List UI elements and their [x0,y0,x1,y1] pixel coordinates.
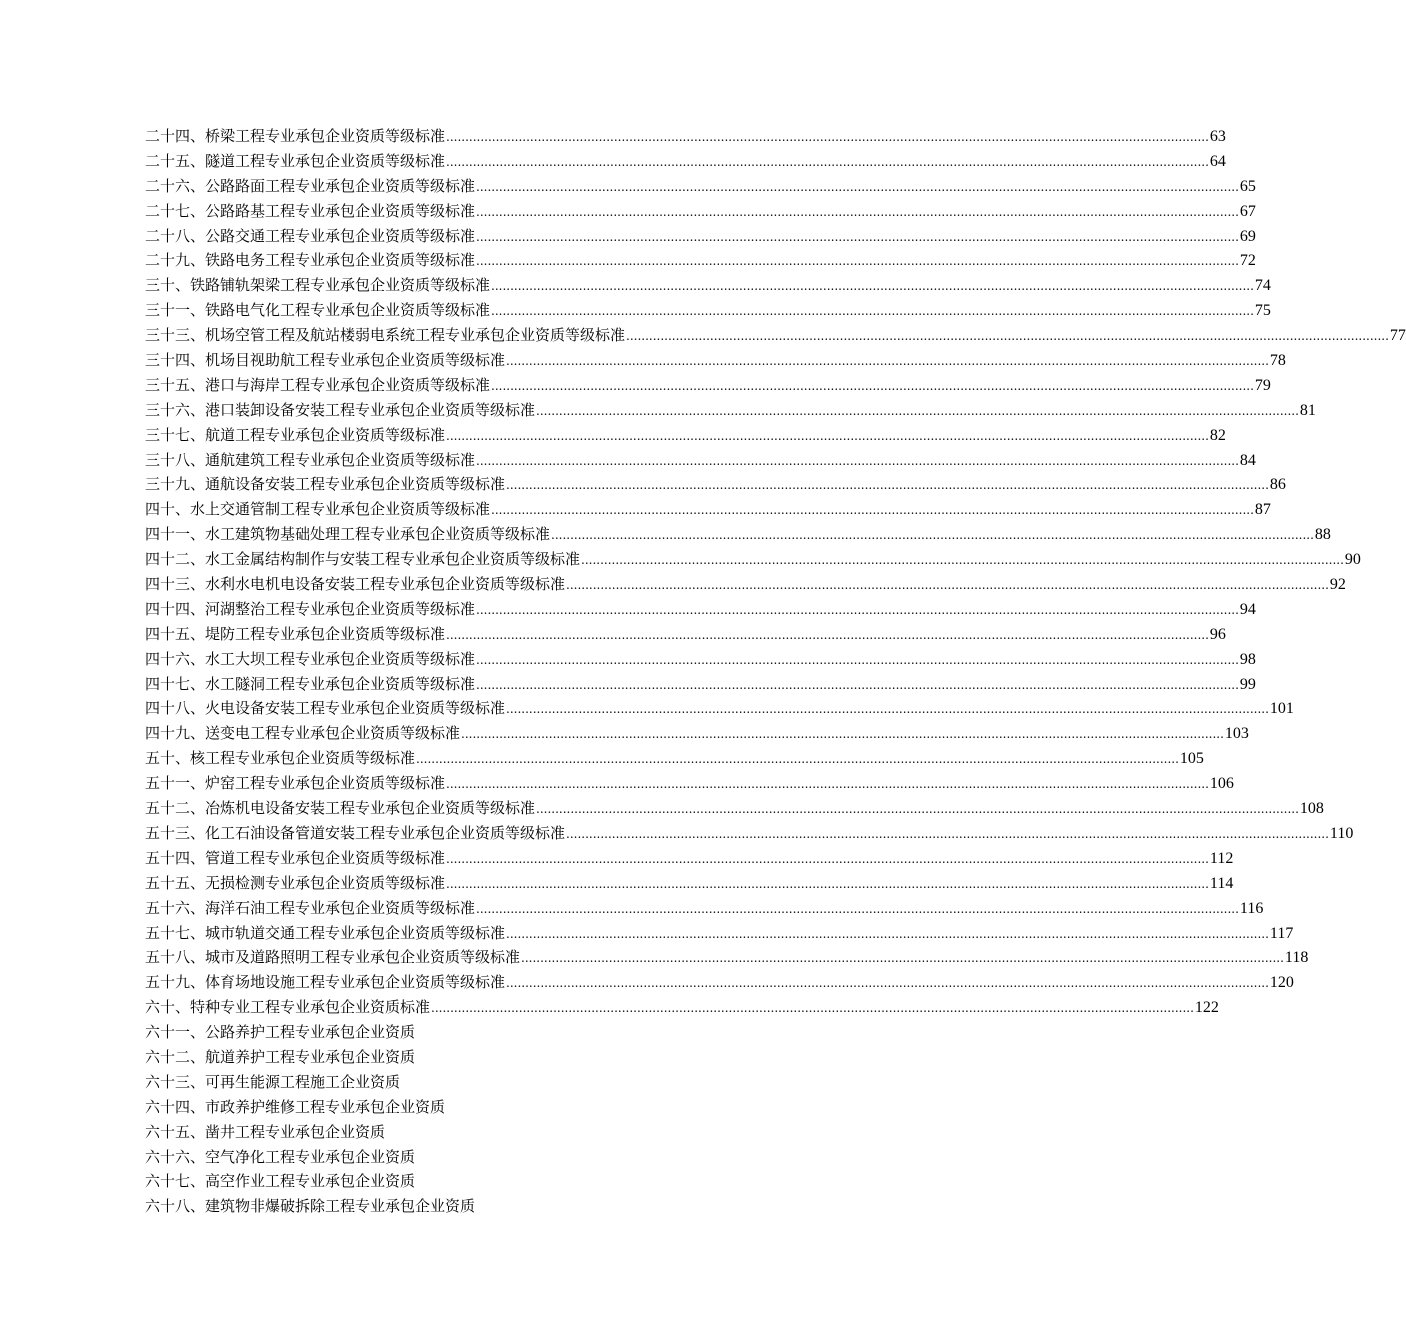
toc-entry-title: 六十一、公路养护工程专业承包企业资质 [145,1023,416,1042]
toc-leader-dots: ........................................................................................................................................................................................................ [491,378,1254,393]
toc-leader-dots: ........................................................................................................................................................................................................ [416,752,1179,767]
toc-entry-title: 六十七、高空作业工程专业承包企业资质 [145,1172,416,1191]
toc-entry-title: 六十三、可再生能源工程施工企业资质 [145,1072,401,1091]
toc-entry[interactable] [145,896,1264,921]
toc-entry-page-number: 86 [1269,476,1286,494]
toc-entry-title: 二十七、公路路基工程专业承包企业资质等级标准 [145,201,476,220]
toc-leader-dots: ........................................................................................................................................................................................................ [506,478,1269,493]
toc-leader-dots: ........................................................................................................................................................................................................ [476,204,1239,219]
toc-leader-dots: ........................................................................................................................................................................................................ [566,826,1329,841]
toc-entry-title: 三十三、机场空管工程及航站楼弱电系统工程专业承包企业资质等级标准 [145,326,626,345]
toc-entry-page-number: 82 [1209,426,1226,444]
toc-entry-title: 四十二、水工金属结构制作与安装工程专业承包企业资质等级标准 [145,550,581,569]
toc-entry[interactable] [145,348,1286,373]
toc-entry-title: 五十八、城市及道路照明工程专业承包企业资质等级标准 [145,948,521,967]
toc-leader-dots: ........................................................................................................................................................................................................ [476,179,1239,194]
toc-entry-title: 六十四、市政养护维修工程专业承包企业资质 [145,1097,446,1116]
toc-entry-page-number: 112 [1209,849,1234,867]
toc-entry-title: 四十、水上交通管制工程专业承包企业资质等级标准 [145,500,491,519]
toc-leader-dots: ........................................................................................................................................................................................................ [446,876,1209,891]
toc-entry-title: 三十五、港口与海岸工程专业承包企业资质等级标准 [145,375,491,394]
toc-entry-title: 三十九、通航设备安装工程专业承包企业资质等级标准 [145,475,506,494]
toc-entry[interactable] [145,746,1204,771]
toc-entry[interactable] [145,1169,807,1194]
toc-entry-page-number: 92 [1329,576,1346,594]
toc-entry[interactable] [145,547,1361,572]
toc-leader-dots: ........................................................................................................................................................................................................ [506,702,1269,717]
toc-entry[interactable] [145,248,1256,273]
toc-entry[interactable] [145,472,1286,497]
toc-entry-page-number: 117 [1269,924,1294,942]
toc-entry-page-number: 98 [1239,650,1256,668]
toc-entry[interactable] [145,199,1256,224]
toc-entry-page-number: 88 [1314,526,1331,544]
toc-entry-title: 三十、铁路铺轨架梁工程专业承包企业资质等级标准 [145,276,491,295]
toc-entry-page-number: 103 [1224,725,1249,743]
toc-entry[interactable] [145,647,1256,672]
toc-leader-dots: ........................................................................................................................................................................................................ [446,851,1209,866]
toc-entry[interactable] [145,1045,807,1070]
toc-entry-title: 四十六、水工大坝工程专业承包企业资质等级标准 [145,649,476,668]
toc-entry-page-number: 101 [1269,700,1294,718]
toc-entry-page-number: 67 [1239,202,1256,220]
toc-entry[interactable] [145,522,1331,547]
toc-leader-dots: ........................................................................................................................................................................................................ [476,652,1239,667]
toc-entry[interactable] [145,373,1271,398]
toc-leader-dots: ........................................................................................................................................................................................................ [446,777,1209,792]
toc-entry-page-number: 118 [1284,949,1309,967]
toc-leader-dots: ........................................................................................................................................................................................................ [476,677,1239,692]
toc-entry-page-number: 110 [1329,824,1354,842]
toc-entry-page-number: 116 [1239,899,1264,917]
toc-entry[interactable] [145,497,1271,522]
toc-entry[interactable] [145,970,1294,995]
toc-entry[interactable] [145,796,1324,821]
toc-entry-page-number: 79 [1254,376,1271,394]
toc-entry-title: 四十五、堤防工程专业承包企业资质等级标准 [145,624,446,643]
toc-leader-dots: ........................................................................................................................................................................................................ [491,503,1254,518]
toc-entry[interactable] [145,572,1346,597]
toc-entry-title: 二十五、隧道工程专业承包企业资质等级标准 [145,151,446,170]
toc-entry-page-number: 72 [1239,252,1256,270]
toc-entry-title: 五十六、海洋石油工程专业承包企业资质等级标准 [145,898,476,917]
toc-entry-title: 五十九、体育场地设施工程专业承包企业资质等级标准 [145,973,506,992]
toc-entry-title: 五十三、化工石油设备管道安装工程专业承包企业资质等级标准 [145,823,566,842]
toc-entry-title: 五十一、炉窑工程专业承包企业资质等级标准 [145,774,446,793]
toc-entry[interactable] [145,398,1316,423]
toc-leader-dots: ........................................................................................................................................................................................................ [476,901,1239,916]
toc-entry-title: 四十三、水利水电机电设备安装工程专业承包企业资质等级标准 [145,575,566,594]
toc-leader-dots: ........................................................................................................................................................................................................ [446,130,1209,144]
toc-leader-dots: ........................................................................................................................................................................................................ [506,976,1269,991]
toc-entry-page-number: 77 [1389,327,1406,345]
toc-entry-page-number: 114 [1209,874,1234,892]
toc-entry[interactable] [145,448,1256,473]
toc-entry-page-number: 120 [1269,974,1294,992]
toc-entry-page-number: 65 [1239,177,1256,195]
toc-entry[interactable] [145,921,1294,946]
toc-entry-title: 二十六、公路路面工程专业承包企业资质等级标准 [145,176,476,195]
toc-entry-title: 三十六、港口装卸设备安装工程专业承包企业资质等级标准 [145,400,536,419]
toc-leader-dots: ........................................................................................................................................................................................................ [446,154,1209,169]
toc-entry-page-number: 64 [1209,152,1226,170]
toc-entry-title: 五十四、管道工程专业承包企业资质等级标准 [145,848,446,867]
toc-entry[interactable] [145,945,1309,970]
toc-leader-dots: ........................................................................................................................................................................................................ [551,528,1314,543]
toc-entry-page-number: 87 [1254,501,1271,519]
toc-entry-title: 五十二、冶炼机电设备安装工程专业承包企业资质等级标准 [145,799,536,818]
toc-entry[interactable] [145,721,1249,746]
toc-leader-dots: ........................................................................................................................................................................................................ [491,304,1254,319]
toc-entry[interactable] [145,1120,807,1145]
toc-leader-dots: ........................................................................................................................................................................................................ [506,926,1269,941]
toc-entry-title: 六十五、凿井工程专业承包企业资质 [145,1122,386,1141]
toc-entry-title: 二十九、铁路电务工程专业承包企业资质等级标准 [145,251,476,270]
toc-entry[interactable] [145,871,1234,896]
toc-entry-title: 六十六、空气净化工程专业承包企业资质 [145,1147,416,1166]
toc-entry-title: 四十八、火电设备安装工程专业承包企业资质等级标准 [145,699,506,718]
toc-leader-dots: ........................................................................................................................................................................................................ [446,428,1209,443]
toc-entry-title: 三十八、通航建筑工程专业承包企业资质等级标准 [145,450,476,469]
toc-entry[interactable] [145,1020,807,1045]
toc-entry-title: 二十八、公路交通工程专业承包企业资质等级标准 [145,226,476,245]
toc-entry-title: 三十七、航道工程专业承包企业资质等级标准 [145,425,446,444]
toc-entry-page-number: 74 [1254,277,1271,295]
toc-entry-page-number: 84 [1239,451,1256,469]
toc-entry[interactable] [145,696,1294,721]
toc-entry-page-number: 96 [1209,625,1226,643]
toc-leader-dots: ........................................................................................................................................................................................................ [536,802,1299,817]
toc-entry-page-number: 122 [1194,999,1219,1017]
toc-entry[interactable] [145,224,1256,249]
toc-entry[interactable] [145,1070,807,1095]
toc-entry-page-number: 94 [1239,600,1256,618]
toc-leader-dots: ........................................................................................................................................................................................................ [446,627,1209,642]
toc-entry-title: 六十二、航道养护工程专业承包企业资质 [145,1047,416,1066]
toc-entry-title: 三十一、铁路电气化工程专业承包企业资质等级标准 [145,301,491,320]
toc-leader-dots: ........................................................................................................................................................................................................ [476,229,1239,244]
toc-entry-title: 五十、核工程专业承包企业资质等级标准 [145,749,416,768]
toc-entry[interactable] [145,622,1226,647]
toc-entry[interactable] [145,597,1256,622]
toc-entry[interactable] [145,298,1271,323]
toc-leader-dots: ........................................................................................................................................................................................................ [431,1001,1194,1016]
toc-entry-title: 四十四、河湖整治工程专业承包企业资质等级标准 [145,599,476,618]
toc-entry[interactable] [145,1095,807,1120]
toc-entry[interactable] [145,995,1219,1020]
toc-entry-title: 二十四、桥梁工程专业承包企业资质等级标准 [145,127,446,145]
toc-entry[interactable] [145,1145,807,1170]
toc-entry-title: 四十一、水工建筑物基础处理工程专业承包企业资质等级标准 [145,525,551,544]
toc-leader-dots: ........................................................................................................................................................................................................ [581,553,1344,568]
toc-entry-page-number: 69 [1239,227,1256,245]
toc-entry[interactable] [145,672,1256,697]
toc-entry-page-number: 90 [1344,551,1361,569]
toc-entry[interactable] [145,323,1406,348]
toc-leader-dots: ........................................................................................................................................................................................................ [476,254,1239,269]
toc-leader-dots: ........................................................................................................................................................................................................ [536,403,1299,418]
toc-leader-dots: ........................................................................................................................................................................................................ [626,329,1389,344]
toc-leader-dots: ........................................................................................................................................................................................................ [476,453,1239,468]
toc-leader-dots: ........................................................................................................................................................................................................ [491,279,1254,294]
toc-entry[interactable] [145,821,1354,846]
toc-entry[interactable] [145,771,1234,796]
toc-entry-page-number: 81 [1299,401,1316,419]
toc-leader-dots: ........................................................................................................................................................................................................ [521,951,1284,966]
toc-entry-title: 五十五、无损检测专业承包企业资质等级标准 [145,873,446,892]
toc-leader-dots: ........................................................................................................................................................................................................ [506,354,1269,369]
toc-entry-page-number: 75 [1254,302,1271,320]
toc-entry-page-number: 99 [1239,675,1256,693]
toc-entry[interactable] [145,846,1234,871]
toc-entry-title: 三十四、机场目视助航工程专业承包企业资质等级标准 [145,351,506,370]
toc-entry-title: 六十八、建筑物非爆破拆除工程专业承包企业资质 [145,1197,476,1216]
toc-entry[interactable] [145,174,1256,199]
toc-entry-title: 四十七、水工隧洞工程专业承包企业资质等级标准 [145,674,476,693]
toc-entry-title: 五十七、城市轨道交通工程专业承包企业资质等级标准 [145,923,506,942]
toc-entry-page-number: 105 [1179,750,1204,768]
toc-entry[interactable] [145,423,1226,448]
toc-leader-dots: ........................................................................................................................................................................................................ [566,578,1329,593]
toc-entry[interactable] [145,273,1271,298]
toc-leader-dots: ........................................................................................................................................................................................................ [476,602,1239,617]
toc-leader-dots: ........................................................................................................................................................................................................ [461,727,1224,742]
toc-entry-page-number: 106 [1209,775,1234,793]
table-of-contents [145,124,1406,1219]
toc-entry[interactable] [145,1194,807,1219]
toc-entry[interactable] [145,124,1226,149]
toc-entry[interactable] [145,149,1226,174]
toc-entry-title: 四十九、送变电工程专业承包企业资质等级标准 [145,724,461,743]
toc-entry-title: 六十、特种专业工程专业承包企业资质标准 [145,998,431,1017]
toc-entry-page-number: 63 [1209,128,1226,145]
toc-entry-page-number: 78 [1269,352,1286,370]
toc-entry-page-number: 108 [1299,800,1324,818]
